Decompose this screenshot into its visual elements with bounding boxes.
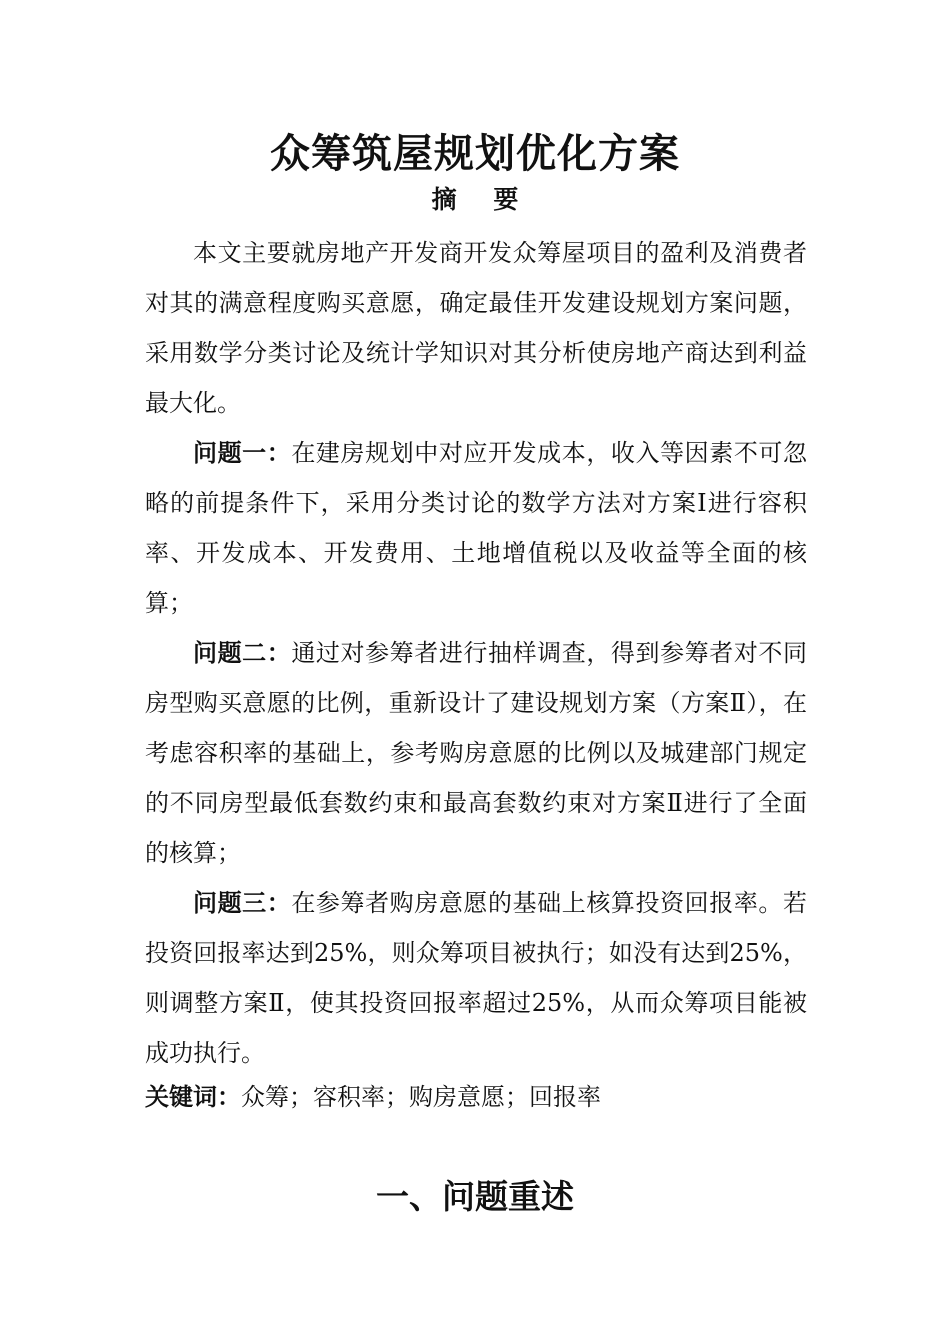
- abstract-heading: 摘 要: [431, 185, 533, 214]
- abstract-intro-paragraph: 本文主要就房地产开发商开发众筹屋项目的盈利及消费者对其的满意程度购买意愿，确定最佳开发建设规划方案问题，采用数学分类讨论及统计学知识对其分析使房地产商达到利益最大化。: [145, 239, 807, 417]
- problem-one-paragraph: [145, 428, 807, 628]
- keywords-text: 众筹；容积率；购房意愿；回报率: [241, 1083, 601, 1111]
- problem-three-paragraph: [145, 878, 807, 1078]
- problem-two-paragraph: [145, 628, 807, 878]
- abstract-body: [145, 228, 807, 1078]
- keywords-line: [145, 1072, 601, 1122]
- problem-three-label: 问题三：: [193, 888, 292, 917]
- problem-one-text: 在建房规划中对应开发成本，收入等因素不可忽略的前提条件下，采用分类讨论的数学方法对方案Ⅰ进行容积率、开发成本、开发费用、土地增值税以及收益等全面的核算；: [145, 439, 808, 617]
- problem-three-text: 在参筹者购房意愿的基础上核算投资回报率。若投资回报率达到25%，则众筹项目被执行；如没有达到25%，则调整方案Ⅱ，使其投资回报率超过25%，从而众筹项目能被成功执行。: [145, 889, 808, 1067]
- problem-one-label: 问题一：: [193, 438, 292, 467]
- problem-two-label: 问题二：: [193, 638, 292, 667]
- problem-two-text: 通过对参筹者进行抽样调查，得到参筹者对不同房型购买意愿的比例，重新设计了建设规划方案（方案Ⅱ），在考虑容积率的基础上，参考购房意愿的比例以及城建部门规定的不同房型最低套数约束和最高套数约束对方案Ⅱ进行了全面的核算；: [145, 639, 808, 867]
- document-title: 众筹筑屋规划优化方案: [270, 130, 680, 177]
- keywords-label: 关键词：: [145, 1083, 241, 1111]
- section-heading: 一、问题重述: [376, 1177, 574, 1216]
